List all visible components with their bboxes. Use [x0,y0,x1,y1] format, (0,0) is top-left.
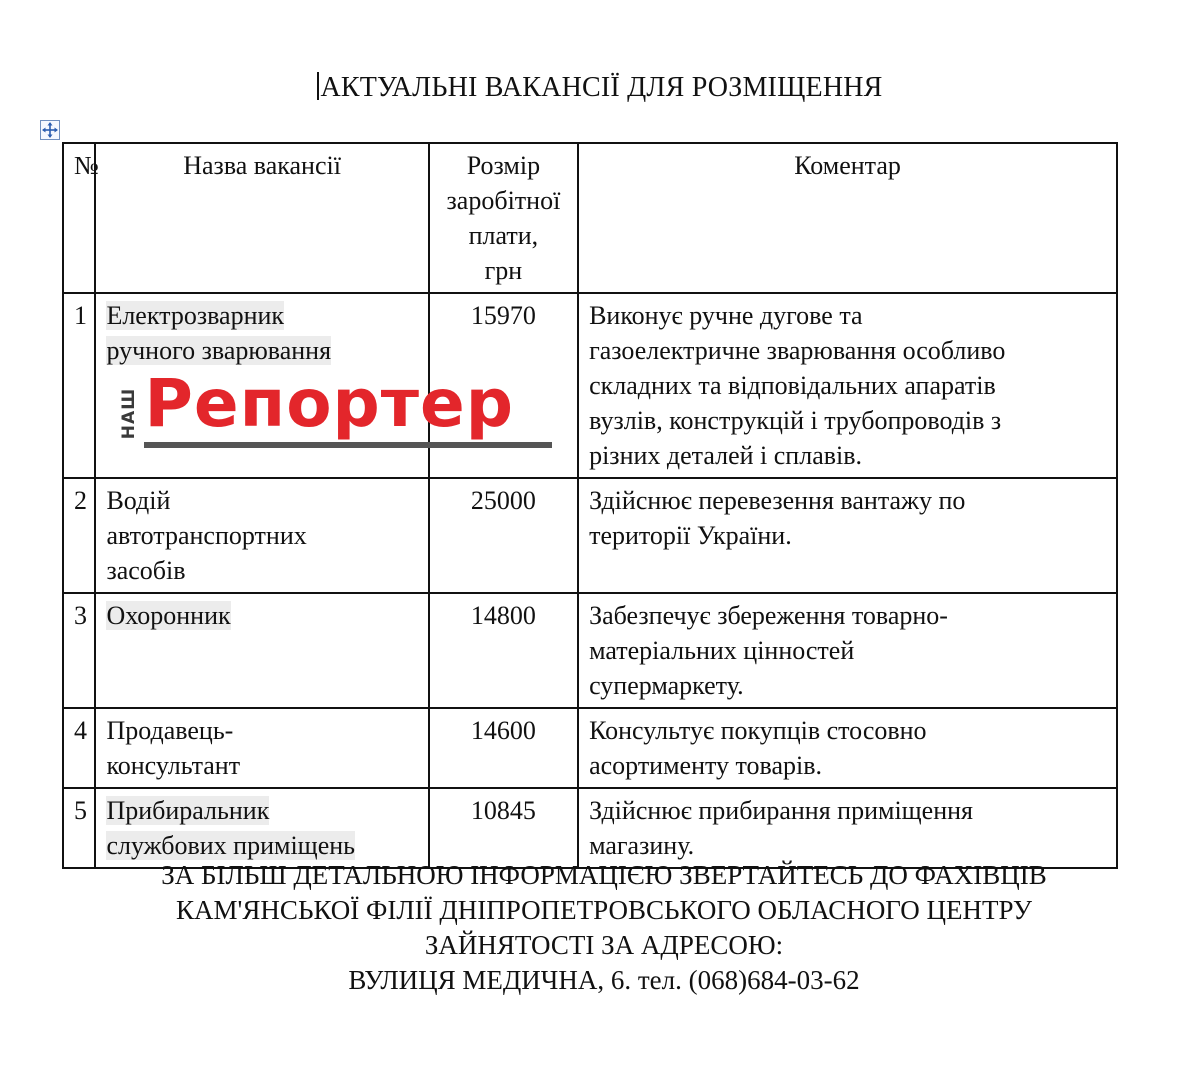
header-salary [429,143,578,293]
row-number: 1 [63,293,95,478]
comment-line: вузлів, конструкцій і трубопроводів з [589,406,1002,435]
comment-line: магазину. [589,831,695,860]
page-title-text: АКТУАЛЬНІ ВАКАНСІЇ ДЛЯ РОЗМІЩЕННЯ [320,72,883,103]
footer-line: ЗАЙНЯТОСТІ ЗА АДРЕСОЮ: [424,930,784,960]
row-comment [578,478,1117,593]
header-salary-line: заробітної [446,186,561,215]
vacancy-name-line: Охоронник [106,601,231,630]
header-salary-line: грн [484,256,523,285]
row-comment [578,708,1117,788]
row-comment [578,788,1117,868]
vacancy-name-line: засобів [106,556,186,585]
header-salary-line: плати, [468,221,539,250]
row-name [95,593,428,708]
table-row [63,788,1117,868]
footer-line: КАМ'ЯНСЬКОЇ ФІЛІЇ ДНІПРОПЕТРОВСЬКОГО ОБЛАСНОГО ЦЕНТРУ [176,895,1032,925]
vacancy-name-line: Прибиральник [106,796,270,825]
comment-line: різних деталей і сплавів. [589,441,863,470]
vacancy-name-line: автотранспортних [106,521,307,550]
comment-line: супермаркету. [589,671,744,700]
comment-line: Виконує ручне дугове та [589,301,863,330]
row-salary: 14600 [429,708,578,788]
vacancy-name-line: Продавець- [106,716,234,745]
comment-line: Здійснює перевезення вантажу по [589,486,966,515]
table-row [63,478,1117,593]
table-row [63,293,1117,478]
logo-word: Репортер [144,365,515,442]
row-comment [578,593,1117,708]
comment-line: асортименту товарів. [589,751,823,780]
row-salary: 15970 [429,293,578,478]
vacancies-table [62,142,1118,869]
comment-line: газоелектричне зварювання особливо [589,336,1006,365]
vacancy-name-line: ручного зварювання [106,336,332,365]
row-salary: 25000 [429,478,578,593]
move-arrows-icon[interactable] [40,120,60,140]
comment-line: складних та відповідальних апаратів [589,371,996,400]
row-number: 2 [63,478,95,593]
comment-line: Консультує покупців стосовно [589,716,927,745]
row-name [95,708,428,788]
row-name [95,788,428,868]
row-salary: 14800 [429,593,578,708]
header-comment: Коментар [578,143,1117,293]
row-name [95,478,428,593]
footer-line: ЗА БІЛЬШ ДЕТАЛЬНОЮ ІНФОРМАЦІЄЮ ЗВЕРТАЙТЕСЬ ДО ФАХІВЦІВ [161,860,1047,890]
row-number: 5 [63,788,95,868]
page-title [0,72,1200,104]
table-row [63,708,1117,788]
row-salary: 10845 [429,788,578,868]
row-comment [578,293,1117,478]
comment-line: Забезпечує збереження товарно- [589,601,948,630]
logo-prefix: НАШ [118,387,139,439]
row-number: 4 [63,708,95,788]
table-row [63,593,1117,708]
row-number: 3 [63,593,95,708]
logo-underline [144,442,552,448]
vacancy-name-line: службових приміщень [106,831,356,860]
comment-line: території України. [589,521,792,550]
contact-footer [0,858,1200,998]
table-header-row [63,143,1117,293]
header-salary-line: Розмір [466,151,541,180]
reporter-logo [118,365,558,456]
vacancy-name-line: Водій [106,486,171,515]
footer-line: ВУЛИЦЯ МЕДИЧНА, 6. тел. (068)684-03-62 [348,965,860,995]
header-number: № [63,143,95,293]
header-name: Назва вакансії [95,143,428,293]
comment-line: Здійснює прибирання приміщення [589,796,974,825]
vacancy-name-line: Електрозварник [106,301,285,330]
vacancy-name-line: консультант [106,751,241,780]
comment-line: матеріальних цінностей [589,636,855,665]
